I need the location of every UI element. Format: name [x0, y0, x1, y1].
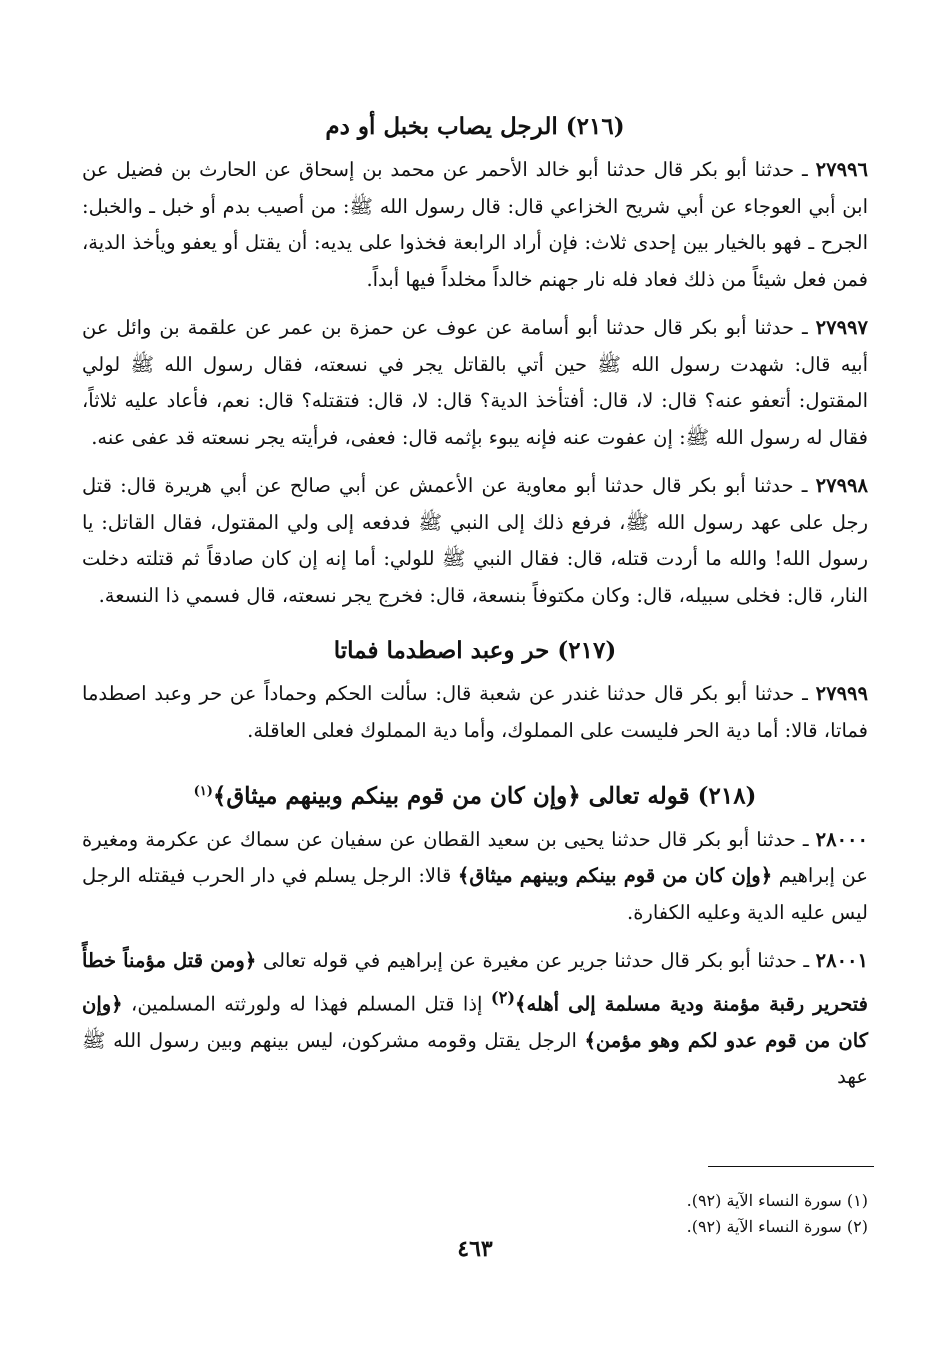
- footnote-ref: (١): [193, 784, 213, 799]
- hadith-number: ٢٧٩٩٩: [815, 682, 868, 705]
- heading-text: (٢١٨) قوله تعالى ﴿وإن كان من قوم بينكم وبينهم ميثاق﴾: [212, 782, 757, 810]
- footnote-divider: [708, 1166, 874, 1167]
- footnotes: [82, 1188, 868, 1240]
- quran-verse: ﴿وإن كان من قوم بينكم وبينهم ميثاق﴾: [457, 864, 773, 888]
- hadith-text: ـ حدثنا أبو بكر قال حدثنا جرير عن مغيرة عن إبراهيم في قوله تعالى: [262, 949, 810, 973]
- hadith-text: إذا قتل المسلم فهذا له ولورثته المسلمين،: [131, 992, 483, 1016]
- hadith-number: ٢٧٩٩٦: [815, 158, 868, 181]
- hadith-number: ٢٨٠٠١: [815, 949, 869, 973]
- page-number: ٤٦٣: [457, 1236, 493, 1262]
- hadith-28001: [82, 943, 868, 1096]
- hadith-text: الرجل يقتل وقومه مشركون، ليس بينهم وبين رسول الله ﷺ عهد: [82, 1028, 868, 1089]
- quran-verse: ﴿وإن كان من قوم عدو لكم وهو مؤمن﴾: [82, 992, 868, 1052]
- hadith-number: ٢٨٠٠٠: [815, 827, 869, 851]
- hadith-text: ـ حدثنا أبو بكر قال حدثنا أبو خالد الأحمر عن محمد بن إسحاق عن الحارث بن فضيل عن ابن أبي العوجاء عن أبي شريح الخزاعي قال: قال رسول الله ﷺ: من أصيب بدم أو خبل ـ والخبل: الجرح ـ فهو بالخيار بين إحدى ثلاث: فإن أراد الرابعة فخذوا على يديه: أن يقتل أو يعفو ويأخذ الدية، فمن فعل شيئاً من ذلك فعاد فله نار جهنم خالداً مخلداً فيها أبداً.: [82, 158, 868, 291]
- hadith-text: ـ حدثنا أبو بكر قال حدثنا أبو معاوية عن الأعمش عن أبي صالح عن أبي هريرة قال: قتل رجل على عهد رسول الله ﷺ، فرفع ذلك إلى النبي ﷺ فدفعه إلى ولي المقتول، فقال القاتل: يا رسول الله! والله ما أردت قتله، قال: فقال النبي ﷺ للولي: أما إنه إن كان صادقاً ثم قتلته دخلت النار، قال: فخلى سبيله، قال: وكان مكتوفاً بنسعة، قال: فخرج يجر نسعته، قال فسمي ذا النسعة.: [82, 474, 868, 607]
- hadith-27998: [82, 468, 868, 614]
- footnote-1: (١) سورة النساء الآية (٩٢).: [686, 1191, 868, 1210]
- hadith-text: ـ حدثنا أبو بكر قال حدثنا يحيى بن سعيد القطان عن سفيان عن سماك عن عكرمة ومغيرة عن إبراهيم: [82, 827, 868, 888]
- footnote-2: (٢) سورة النساء الآية (٩٢).: [686, 1217, 868, 1236]
- hadith-28000: [82, 822, 868, 932]
- hadith-27997: [82, 310, 868, 456]
- quran-verse: ﴿ومن قتل مؤمناً خطأً فتحرير رقبة مؤمنة ودية مسلمة إلى أهله﴾: [82, 949, 868, 1016]
- hadith-27999: [82, 676, 868, 749]
- hadith-number: ٢٧٩٩٧: [815, 316, 868, 339]
- section-heading-216: (٢١٦) الرجل يصاب بخبل أو دم: [325, 113, 625, 140]
- hadith-text: ـ حدثنا أبو بكر قال حدثنا غندر عن شعبة قال: سألت الحكم وحماداً عن حر وعبد اصطدما فماتا، قالا: أما دية الحر فليست على المملوك، وأما دية المملوك فعلى العاقلة.: [82, 682, 868, 742]
- footnote-ref: (٢): [490, 987, 516, 1007]
- hadith-number: ٢٧٩٩٨: [815, 474, 868, 497]
- section-heading-218: [82, 775, 868, 814]
- hadith-text: ـ حدثنا أبو بكر قال حدثنا أبو أسامة عن عوف عن حمزة بن عمر عن علقمة بن وائل عن أبيه قال: شهدت رسول الله ﷺ حين أتي بالقاتل يجر في نسعته، فقال رسول الله ﷺ لولي المقتول: أتعفو عنه؟ قال: لا، قال: أفتأخذ الدية؟ قال: لا، قال: فتقتله؟ قال: نعم، فأعاد عليه ثلاثاً، فقال له رسول الله ﷺ: إن عفوت عنه فإنه يبوء بإثمه قال: فعفى، فرأيته يجر نسعته قد عفى عنه.: [82, 316, 868, 449]
- section-heading-217: (٢١٧) حر وعبد اصطدما فماتا: [333, 637, 617, 664]
- hadith-27996: [82, 152, 868, 298]
- hadith-text: قالا: الرجل يسلم في دار الحرب فيقتله الرجل ليس عليه الدية وعليه الكفارة.: [82, 864, 868, 924]
